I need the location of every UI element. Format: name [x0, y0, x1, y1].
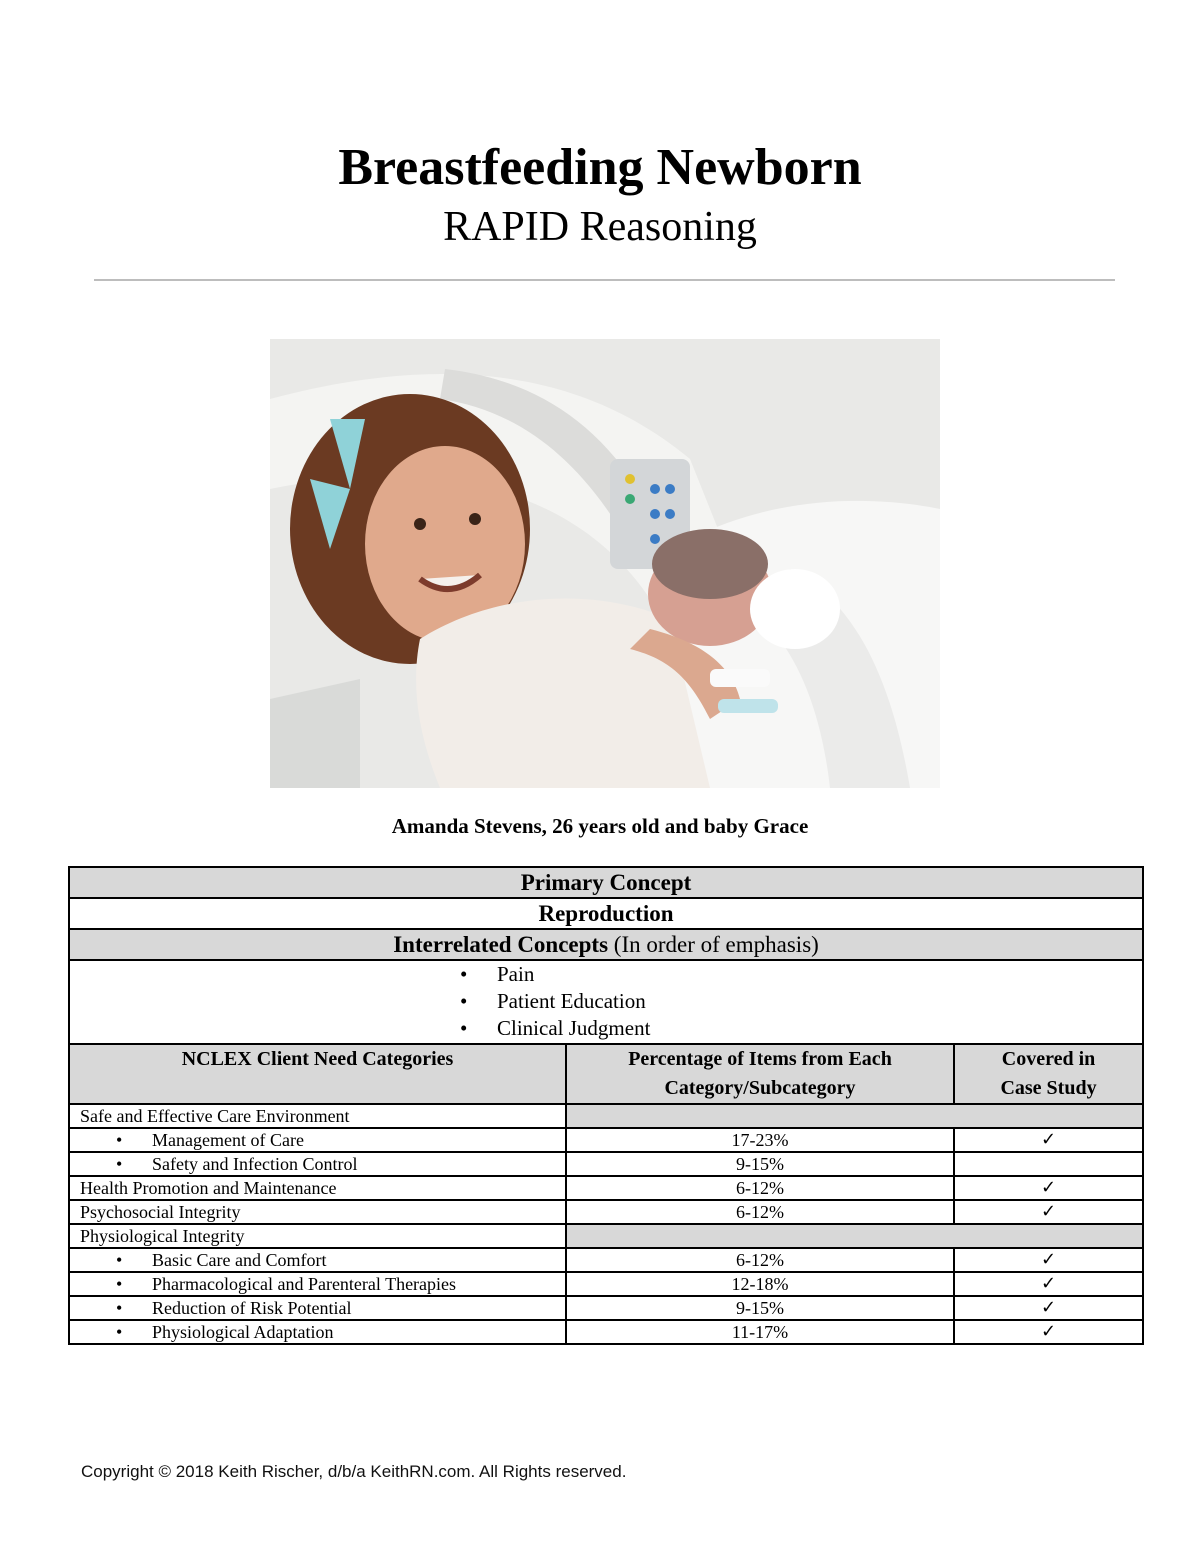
patient-photo: [270, 339, 940, 788]
column-header-covered: Covered in Case Study: [954, 1044, 1143, 1104]
document-subtitle: RAPID Reasoning: [443, 204, 757, 250]
list-item: • Pain: [460, 961, 1132, 988]
subcategory-label: • Management of Care: [69, 1128, 566, 1152]
table-row: [69, 1296, 1143, 1320]
table-row: [69, 1200, 1143, 1224]
subcategory-label: • Basic Care and Comfort: [69, 1248, 566, 1272]
primary-concept-value: Reproduction: [69, 898, 1143, 929]
table-row: [69, 1152, 1143, 1176]
interrelated-concepts-label: Interrelated Concepts: [393, 932, 609, 957]
percentage-cell: 17-23%: [566, 1128, 954, 1152]
interrelated-concepts-list: [69, 960, 1143, 1044]
percentage-cell: 6-12%: [566, 1248, 954, 1272]
percentage-cell: 9-15%: [566, 1152, 954, 1176]
copyright-notice: Copyright © 2018 Keith Rischer, d/b/a KeithRN.com. All Rights reserved.: [81, 1462, 627, 1481]
table-row: [69, 1272, 1143, 1296]
column-header-percentage: Percentage of Items from Each Category/Subcategory: [566, 1044, 954, 1104]
table-row: [69, 1248, 1143, 1272]
table-row: [69, 1104, 1143, 1128]
concepts-table: [68, 866, 1144, 1345]
title-divider: [94, 279, 1115, 281]
subcategory-label: • Reduction of Risk Potential: [69, 1296, 566, 1320]
table-row: [69, 1320, 1143, 1344]
percentage-cell: 6-12%: [566, 1200, 954, 1224]
subcategory-label: • Physiological Adaptation: [69, 1320, 566, 1344]
list-item: • Clinical Judgment: [460, 1015, 1132, 1042]
primary-concept-label: Primary Concept: [69, 867, 1143, 898]
list-item: • Patient Education: [460, 988, 1132, 1015]
column-header-category: NCLEX Client Need Categories: [69, 1044, 566, 1104]
percentage-cell: 12-18%: [566, 1272, 954, 1296]
category-label: Health Promotion and Maintenance: [69, 1176, 566, 1200]
covered-check: ✓: [954, 1320, 1143, 1344]
interrelated-concepts-note: (In order of emphasis): [613, 932, 819, 957]
interrelated-concepts-header: [69, 929, 1143, 960]
photo-caption: Amanda Stevens, 26 years old and baby Grace: [391, 814, 809, 838]
subcategory-label: • Pharmacological and Parenteral Therapies: [69, 1272, 566, 1296]
percentage-cell: 11-17%: [566, 1320, 954, 1344]
category-spacer: [566, 1104, 1143, 1128]
covered-check: ✓: [954, 1272, 1143, 1296]
covered-check: ✓: [954, 1248, 1143, 1272]
percentage-cell: 9-15%: [566, 1296, 954, 1320]
subcategory-label: • Safety and Infection Control: [69, 1152, 566, 1176]
covered-check: ✓: [954, 1176, 1143, 1200]
percentage-cell: 6-12%: [566, 1176, 954, 1200]
covered-check: [954, 1152, 1143, 1176]
covered-check: ✓: [954, 1128, 1143, 1152]
category-spacer: [566, 1224, 1143, 1248]
table-row: [69, 1176, 1143, 1200]
covered-check: ✓: [954, 1296, 1143, 1320]
category-label: Physiological Integrity: [69, 1224, 566, 1248]
document-title: Breastfeeding Newborn: [338, 139, 862, 196]
table-row: [69, 1224, 1143, 1248]
covered-check: ✓: [954, 1200, 1143, 1224]
category-label: Psychosocial Integrity: [69, 1200, 566, 1224]
table-row: [69, 1128, 1143, 1152]
category-label: Safe and Effective Care Environment: [69, 1104, 566, 1128]
